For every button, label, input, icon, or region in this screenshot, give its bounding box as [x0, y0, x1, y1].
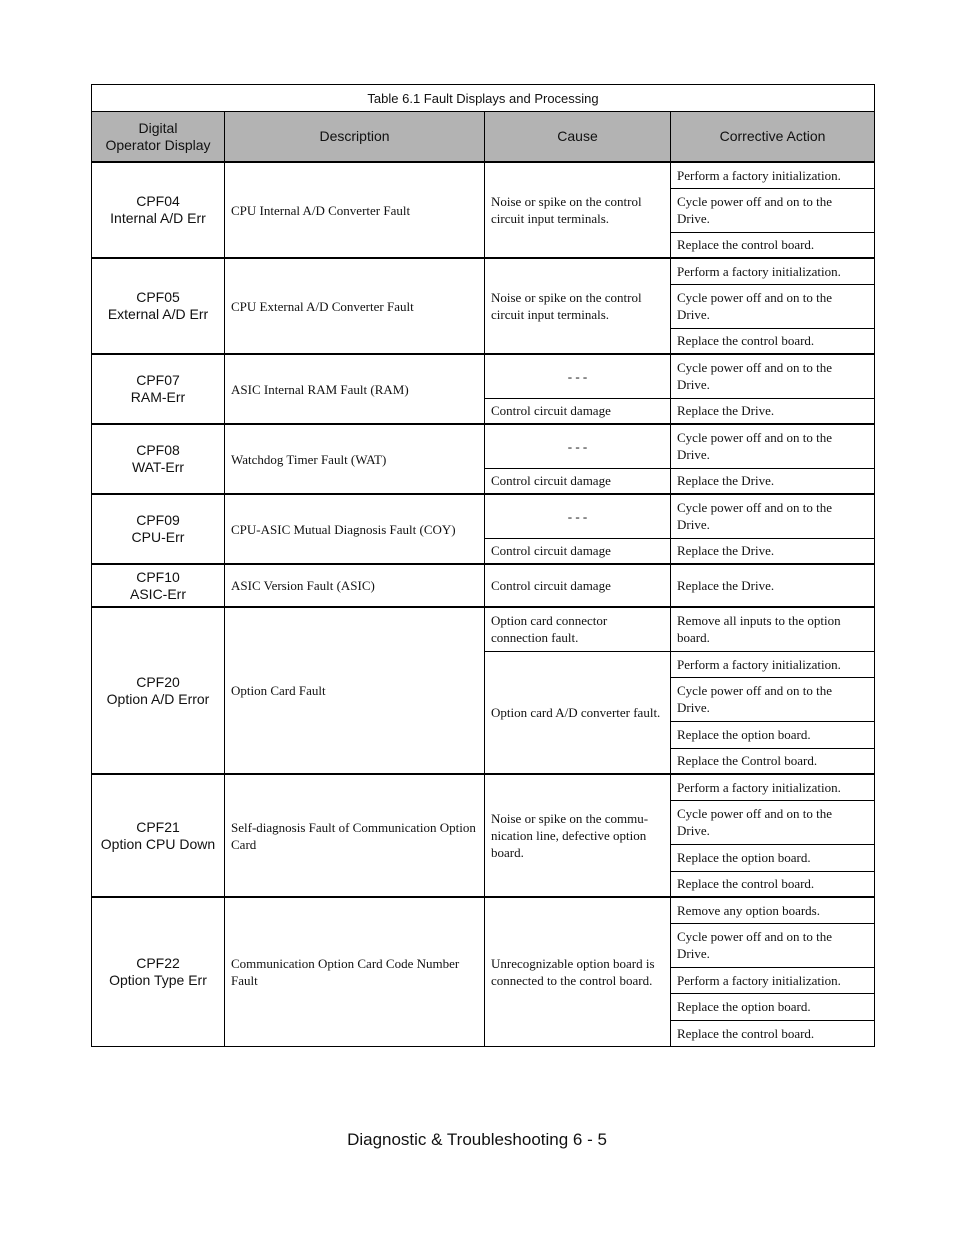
table-row [92, 258, 875, 284]
cause-cell: Control circuit damage [485, 538, 671, 564]
operator-display-cell [92, 354, 225, 424]
operator-display-line: CPF07 [136, 372, 180, 388]
fault-group [92, 354, 875, 424]
fault-group [92, 564, 875, 607]
table-row [92, 354, 875, 398]
cause-cell: Noise or spike on the control circuit input terminals. [485, 162, 671, 258]
header-corrective-action: Corrective Action [671, 112, 875, 163]
cause-cell: Unrecognizable option board is connected to the control board. [485, 897, 671, 1046]
corrective-action-cell: Replace the Drive. [671, 398, 875, 424]
description-cell: CPU-ASIC Mutual Diagnosis Fault (COY) [225, 494, 485, 564]
operator-display-line: CPF04 [136, 193, 180, 209]
header-display-line2: Operator Display [105, 136, 211, 153]
corrective-action-cell: Remove any option boards. [671, 897, 875, 923]
operator-display-line: Option Type Err [109, 971, 207, 988]
cause-cell: Option card connector connection fault. [485, 607, 671, 651]
corrective-action-cell: Perform a factory initialization. [671, 967, 875, 993]
corrective-action-cell: Remove all inputs to the option board. [671, 607, 875, 651]
fault-group [92, 897, 875, 1046]
table-row [92, 897, 875, 923]
table-row [92, 494, 875, 538]
operator-display-cell [92, 494, 225, 564]
corrective-action-cell: Cycle power off and on to the Drive. [671, 284, 875, 328]
description-cell: Option Card Fault [225, 607, 485, 774]
header-cause: Cause [485, 112, 671, 163]
corrective-action-cell: Replace the Drive. [671, 538, 875, 564]
operator-display-line: CPF22 [136, 954, 180, 971]
cause-cell: Control circuit damage [485, 468, 671, 494]
description-cell: Self-diagnosis Fault of Communication Option Card [225, 774, 485, 897]
cause-cell: Control circuit damage [485, 398, 671, 424]
operator-display-cell [92, 774, 225, 897]
fault-group [92, 774, 875, 897]
operator-display-line: CPF21 [136, 818, 180, 835]
corrective-action-cell: Replace the Drive. [671, 468, 875, 494]
fault-group [92, 424, 875, 494]
description-cell: Communication Option Card Code Number Fault [225, 897, 485, 1046]
operator-display-line: CPF05 [136, 289, 180, 305]
corrective-action-cell: Replace the control board. [671, 1020, 875, 1046]
description-cell: Watchdog Timer Fault (WAT) [225, 424, 485, 494]
corrective-action-cell: Replace the control board. [671, 232, 875, 258]
corrective-action-cell: Cycle power off and on to the Drive. [671, 494, 875, 538]
operator-display-line: WAT-Err [131, 459, 185, 475]
corrective-action-cell: Replace the control board. [671, 871, 875, 897]
header-display [92, 112, 225, 163]
cause-cell: Noise or spike on the control circuit input terminals. [485, 258, 671, 354]
corrective-action-cell: Cycle power off and on to the Drive. [671, 188, 875, 232]
table-row [92, 774, 875, 800]
operator-display-cell [92, 258, 225, 354]
corrective-action-cell: Replace the option board. [671, 721, 875, 748]
table-caption: Table 6.1 Fault Displays and Processing [92, 85, 875, 112]
header-description: Description [225, 112, 485, 163]
description-cell: CPU External A/D Converter Fault [225, 258, 485, 354]
cause-cell: Noise or spike on the commu-nication line, defective option board. [485, 774, 671, 897]
corrective-action-cell: Replace the Drive. [671, 564, 875, 607]
table-row [92, 162, 875, 188]
operator-display-line: CPF10 [136, 568, 180, 585]
corrective-action-cell: Replace the control board. [671, 328, 875, 354]
table-caption-row [92, 85, 875, 112]
operator-display-line: CPF20 [136, 673, 180, 690]
table-row [92, 607, 875, 651]
corrective-action-cell: Perform a factory initialization. [671, 258, 875, 284]
page-footer: Diagnostic & Troubleshooting 6 - 5 [347, 1130, 607, 1149]
operator-display-line: CPF09 [136, 512, 180, 528]
corrective-action-cell: Replace the option board. [671, 844, 875, 871]
cause-cell: - - - [485, 424, 671, 468]
corrective-action-cell: Replace the Control board. [671, 748, 875, 774]
cause-cell: Control circuit damage [485, 564, 671, 607]
description-cell: ASIC Internal RAM Fault (RAM) [225, 354, 485, 424]
fault-group [92, 258, 875, 354]
operator-display-line: CPF08 [136, 442, 180, 458]
operator-display-line: External A/D Err [107, 306, 209, 322]
operator-display-line: RAM-Err [130, 389, 186, 405]
corrective-action-cell: Cycle power off and on to the Drive. [671, 800, 875, 844]
operator-display-line: CPU-Err [131, 529, 185, 545]
operator-display-cell [92, 564, 225, 607]
operator-display-line: ASIC-Err [130, 585, 186, 602]
operator-display-cell [92, 162, 225, 258]
header-display-line1: Digital [138, 119, 178, 136]
table-row [92, 564, 875, 607]
operator-display-cell [92, 424, 225, 494]
corrective-action-cell: Replace the option board. [671, 993, 875, 1020]
corrective-action-cell: Perform a factory initialization. [671, 774, 875, 800]
cause-cell: - - - [485, 354, 671, 398]
corrective-action-cell: Perform a factory initialization. [671, 162, 875, 188]
corrective-action-cell: Cycle power off and on to the Drive. [671, 424, 875, 468]
description-cell: ASIC Version Fault (ASIC) [225, 564, 485, 607]
operator-display-line: Option CPU Down [100, 835, 216, 852]
operator-display-cell [92, 897, 225, 1046]
description-cell: CPU Internal A/D Converter Fault [225, 162, 485, 258]
fault-group [92, 162, 875, 258]
fault-group [92, 494, 875, 564]
table-header-row [92, 112, 875, 163]
table-row [92, 424, 875, 468]
corrective-action-cell: Cycle power off and on to the Drive. [671, 354, 875, 398]
corrective-action-cell: Perform a factory initialization. [671, 651, 875, 677]
corrective-action-cell: Cycle power off and on to the Drive. [671, 923, 875, 967]
operator-display-cell [92, 607, 225, 774]
fault-table [91, 84, 875, 1047]
cause-cell: - - - [485, 494, 671, 538]
cause-cell: Option card A/D converter fault. [485, 651, 671, 774]
corrective-action-cell: Cycle power off and on to the Drive. [671, 677, 875, 721]
operator-display-line: Internal A/D Err [110, 210, 206, 226]
operator-display-line: Option A/D Error [106, 690, 210, 707]
fault-group [92, 607, 875, 774]
